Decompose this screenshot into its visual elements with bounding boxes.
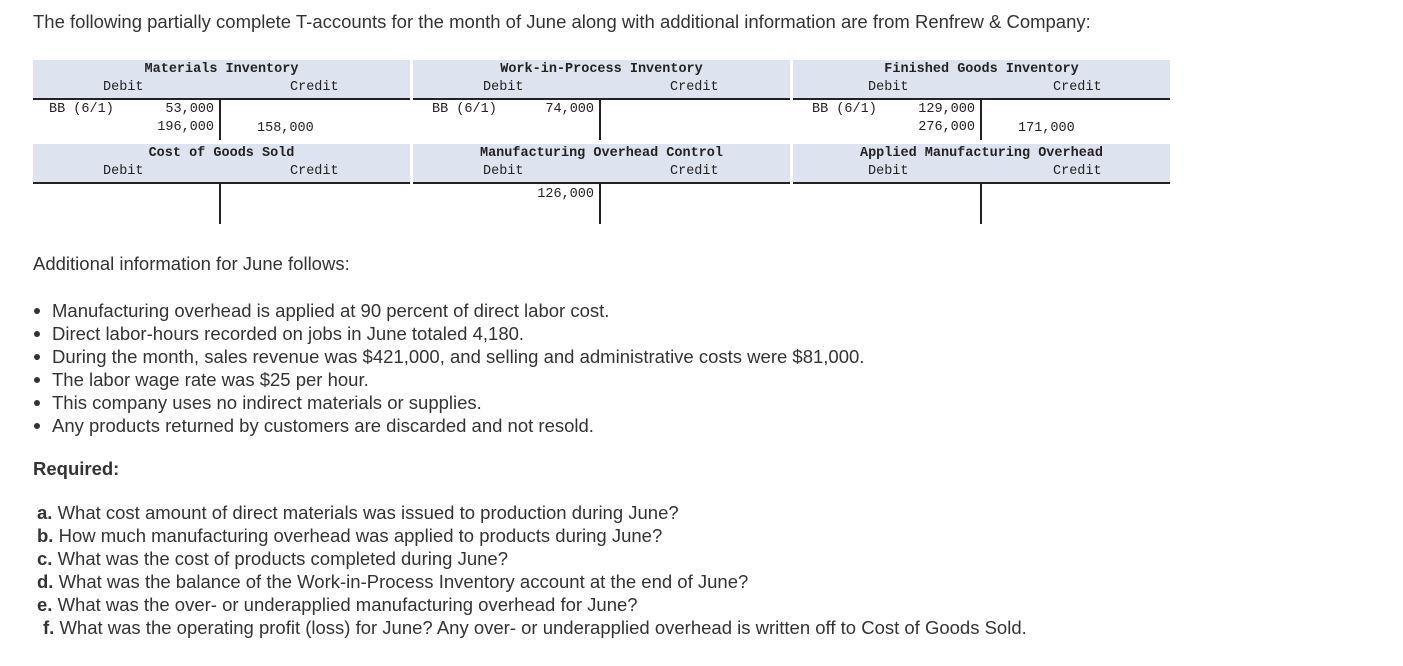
t-account-divider <box>219 100 221 140</box>
question-letter: b. <box>37 525 54 546</box>
t-account-materials-inventory <box>33 60 410 140</box>
question-letter: f. <box>43 617 55 638</box>
question-letter: a. <box>37 502 53 523</box>
t-account-title: Finished Goods Inventory <box>884 62 1079 77</box>
t-account-title: Applied Manufacturing Overhead <box>859 146 1104 161</box>
t-account-divider <box>599 100 601 140</box>
credit-label: Credit <box>1053 164 1102 179</box>
t-account-manufacturing-overhead-control <box>413 144 790 224</box>
question-item <box>37 593 1027 616</box>
debit-label: Debit <box>103 80 144 95</box>
list-item: This company uses no indirect materials or supplies. <box>33 391 864 414</box>
debit-entry: 129,000 <box>918 102 975 117</box>
debit-label: Debit <box>103 164 144 179</box>
t-account-work-in-process-inventory <box>413 60 790 140</box>
question-text: What cost amount of direct materials was issued to production during June? <box>57 502 679 523</box>
debit-entry: 126,000 <box>537 187 594 202</box>
t-account-header <box>793 144 1170 184</box>
question-text: What was the operating profit (loss) for June? Any over- or underapplied overhead is written off to Cost of Goods Sold. <box>59 617 1027 638</box>
question-item <box>37 524 1027 547</box>
t-account-divider <box>599 184 601 224</box>
debit-label: Debit <box>483 164 524 179</box>
debit-entry: 53,000 <box>165 102 214 117</box>
t-account-title: Work-in-Process Inventory <box>500 62 703 77</box>
t-account-body <box>793 100 1170 140</box>
t-account-body <box>413 100 790 140</box>
additional-info-list <box>33 299 864 437</box>
debit-entry: 196,000 <box>157 120 214 135</box>
question-letter: e. <box>37 594 53 615</box>
credit-entry: 158,000 <box>257 121 314 136</box>
t-account-cost-of-goods-sold <box>33 144 410 224</box>
t-account-divider <box>980 184 982 224</box>
intro-text: The following partially complete T-accounts for the month of June along with additional information are from Renfrew & Company: <box>33 11 1091 32</box>
credit-label: Credit <box>670 80 719 95</box>
question-text: What was the cost of products completed during June? <box>57 548 508 569</box>
t-account-header <box>793 60 1170 100</box>
list-item: During the month, sales revenue was $421,000, and selling and administrative costs were $81,000. <box>33 345 864 368</box>
question-item <box>37 547 1027 570</box>
question-text: What was the balance of the Work-in-Process Inventory account at the end of June? <box>58 571 749 592</box>
beginning-balance-label: BB (6/1) <box>49 102 114 117</box>
question-letter: d. <box>37 571 54 592</box>
beginning-balance-label: BB (6/1) <box>812 102 877 117</box>
t-account-divider <box>219 184 221 224</box>
debit-entry: 276,000 <box>918 120 975 135</box>
question-item <box>37 570 1027 593</box>
credit-label: Credit <box>290 80 339 95</box>
t-account-title: Manufacturing Overhead Control <box>479 146 724 161</box>
question-text: How much manufacturing overhead was applied to products during June? <box>58 525 663 546</box>
question-text: What was the over- or underapplied manufacturing overhead for June? <box>57 594 638 615</box>
credit-label: Credit <box>670 164 719 179</box>
t-account-body <box>33 100 410 140</box>
t-account-header <box>413 144 790 184</box>
question-letter: c. <box>37 548 53 569</box>
credit-label: Credit <box>1053 80 1102 95</box>
t-account-applied-manufacturing-overhead <box>793 144 1170 224</box>
t-account-header <box>413 60 790 100</box>
question-item <box>37 616 1027 639</box>
list-item: The labor wage rate was $25 per hour. <box>33 368 864 391</box>
t-account-header <box>33 60 410 100</box>
debit-label: Debit <box>483 80 524 95</box>
t-account-title: Cost of Goods Sold <box>148 146 295 161</box>
t-account-body <box>793 184 1170 224</box>
list-item: Any products returned by customers are discarded and not resold. <box>33 414 864 437</box>
question-item <box>37 501 1027 524</box>
t-account-finished-goods-inventory <box>793 60 1170 140</box>
required-questions-list <box>37 501 1027 639</box>
list-item: Manufacturing overhead is applied at 90 percent of direct labor cost. <box>33 299 864 322</box>
t-account-title: Materials Inventory <box>144 62 299 77</box>
debit-entry: 74,000 <box>545 102 594 117</box>
t-account-header <box>33 144 410 184</box>
credit-label: Credit <box>290 164 339 179</box>
t-account-body <box>413 184 790 224</box>
additional-info-heading: Additional information for June follows: <box>33 253 350 274</box>
beginning-balance-label: BB (6/1) <box>432 102 497 117</box>
debit-label: Debit <box>868 80 909 95</box>
list-item: Direct labor-hours recorded on jobs in June totaled 4,180. <box>33 322 864 345</box>
t-account-body <box>33 184 410 224</box>
debit-label: Debit <box>868 164 909 179</box>
t-account-divider <box>980 100 982 140</box>
required-heading: Required: <box>33 458 120 479</box>
credit-entry: 171,000 <box>1018 121 1075 136</box>
